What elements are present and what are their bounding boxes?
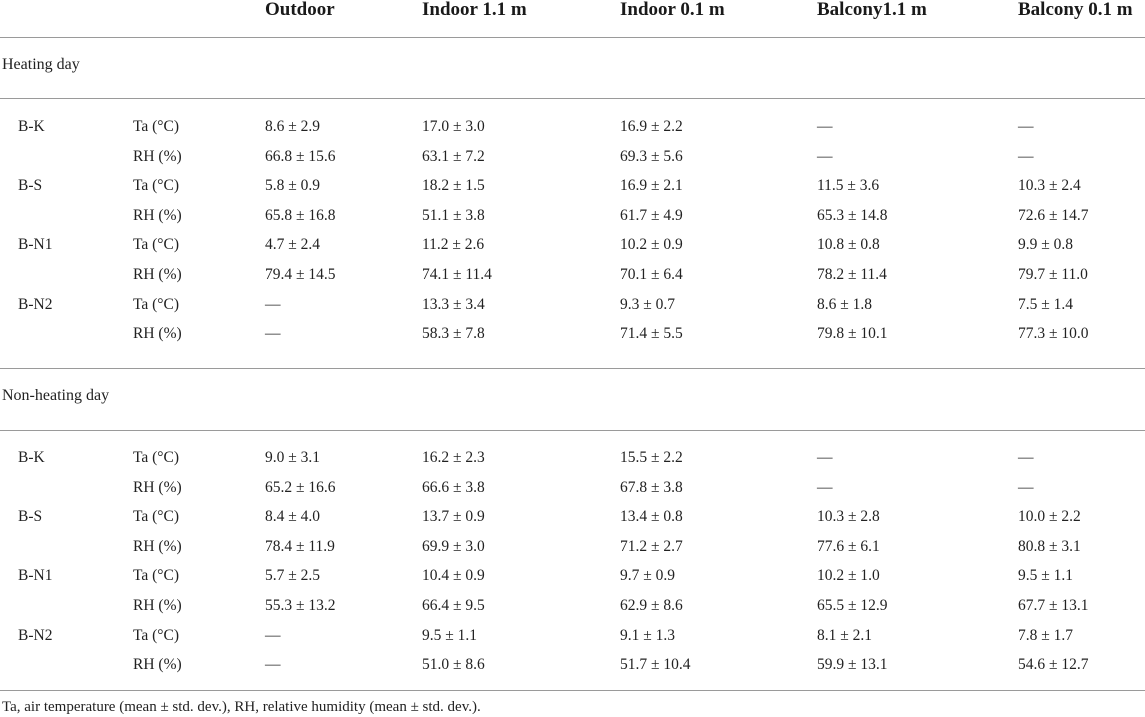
value-cell-indoor-1-1-m: 74.1 ± 11.4 — [422, 266, 492, 283]
value-cell-indoor-0-1-m: 61.7 ± 4.9 — [620, 207, 683, 224]
value-cell-indoor-0-1-m: 16.9 ± 2.2 — [620, 118, 683, 135]
variable-label: RH (%) — [133, 656, 182, 673]
value-cell-balcony1-1-m: — — [817, 449, 833, 466]
column-header-balcony-0-1m: Balcony 0.1 m — [1018, 0, 1133, 20]
header-rule — [0, 37, 1145, 38]
value-cell-balcony-0-1-m: — — [1018, 148, 1034, 165]
column-header-indoor-1-1m: Indoor 1.1 m — [422, 0, 527, 20]
value-cell-outdoor: 65.2 ± 16.6 — [265, 479, 336, 496]
value-cell-indoor-0-1-m: 71.4 ± 5.5 — [620, 325, 683, 342]
value-cell-balcony1-1-m: — — [817, 148, 833, 165]
value-cell-indoor-0-1-m: 16.9 ± 2.1 — [620, 177, 683, 194]
value-cell-outdoor: 4.7 ± 2.4 — [265, 236, 321, 253]
value-cell-indoor-0-1-m: 67.8 ± 3.8 — [620, 479, 683, 496]
value-cell-balcony-0-1-m: 72.6 ± 14.7 — [1018, 207, 1089, 224]
variable-label: RH (%) — [133, 148, 182, 165]
building-label: B-N2 — [18, 296, 53, 313]
variable-label: RH (%) — [133, 266, 182, 283]
value-cell-balcony-0-1-m: 54.6 ± 12.7 — [1018, 656, 1089, 673]
value-cell-balcony-0-1-m: 9.5 ± 1.1 — [1018, 567, 1074, 584]
variable-label: Ta (°C) — [133, 177, 180, 194]
value-cell-outdoor: 9.0 ± 3.1 — [265, 449, 321, 466]
column-header-indoor-0-1m: Indoor 0.1 m — [620, 0, 725, 20]
value-cell-outdoor: 5.8 ± 0.9 — [265, 177, 321, 194]
value-cell-indoor-0-1-m: 9.7 ± 0.9 — [620, 567, 676, 584]
value-cell-indoor-0-1-m: 13.4 ± 0.8 — [620, 508, 683, 525]
value-cell-indoor-1-1-m: 16.2 ± 2.3 — [422, 449, 485, 466]
value-cell-balcony-0-1-m: 10.0 ± 2.2 — [1018, 508, 1081, 525]
variable-label: RH (%) — [133, 325, 182, 342]
variable-label: RH (%) — [133, 479, 182, 496]
variable-label: Ta (°C) — [133, 296, 180, 313]
value-cell-indoor-1-1-m: 58.3 ± 7.8 — [422, 325, 485, 342]
variable-label: Ta (°C) — [133, 508, 180, 525]
value-cell-indoor-1-1-m: 17.0 ± 3.0 — [422, 118, 485, 135]
value-cell-outdoor: 78.4 ± 11.9 — [265, 538, 335, 555]
value-cell-balcony1-1-m: 10.8 ± 0.8 — [817, 236, 880, 253]
value-cell-indoor-1-1-m: 63.1 ± 7.2 — [422, 148, 485, 165]
variable-label: RH (%) — [133, 538, 182, 555]
section-rule-heating — [0, 98, 1145, 99]
value-cell-balcony1-1-m: 8.1 ± 2.1 — [817, 627, 873, 644]
value-cell-balcony-0-1-m: 80.8 ± 3.1 — [1018, 538, 1081, 555]
value-cell-indoor-0-1-m: 9.1 ± 1.3 — [620, 627, 676, 644]
table-bottom-rule — [0, 690, 1145, 691]
value-cell-balcony-0-1-m: 9.9 ± 0.8 — [1018, 236, 1074, 253]
variable-label: Ta (°C) — [133, 236, 180, 253]
value-cell-balcony1-1-m: 10.3 ± 2.8 — [817, 508, 880, 525]
value-cell-outdoor: — — [265, 296, 281, 313]
value-cell-balcony-0-1-m: — — [1018, 118, 1034, 135]
variable-label: Ta (°C) — [133, 567, 180, 584]
column-header-balcony-1-1m: Balcony1.1 m — [817, 0, 927, 20]
value-cell-balcony1-1-m: 59.9 ± 13.1 — [817, 656, 888, 673]
value-cell-indoor-1-1-m: 69.9 ± 3.0 — [422, 538, 485, 555]
building-label: B-N1 — [18, 567, 53, 584]
value-cell-indoor-1-1-m: 18.2 ± 1.5 — [422, 177, 485, 194]
table-footnote: Ta, air temperature (mean ± std. dev.), RH, relative humidity (mean ± std. dev.). — [2, 699, 481, 715]
value-cell-outdoor: — — [265, 627, 281, 644]
building-label: B-S — [18, 508, 43, 525]
value-cell-outdoor: 79.4 ± 14.5 — [265, 266, 336, 283]
value-cell-outdoor: — — [265, 656, 281, 673]
value-cell-indoor-0-1-m: 71.2 ± 2.7 — [620, 538, 683, 555]
variable-label: Ta (°C) — [133, 627, 180, 644]
value-cell-balcony1-1-m: 8.6 ± 1.8 — [817, 296, 873, 313]
value-cell-balcony-0-1-m: 67.7 ± 13.1 — [1018, 597, 1089, 614]
variable-label: RH (%) — [133, 207, 182, 224]
value-cell-balcony1-1-m: — — [817, 479, 833, 496]
value-cell-indoor-1-1-m: 66.4 ± 9.5 — [422, 597, 485, 614]
value-cell-outdoor: 65.8 ± 16.8 — [265, 207, 336, 224]
value-cell-balcony1-1-m: 78.2 ± 11.4 — [817, 266, 887, 283]
value-cell-indoor-1-1-m: 9.5 ± 1.1 — [422, 627, 478, 644]
value-cell-indoor-1-1-m: 51.1 ± 3.8 — [422, 207, 485, 224]
value-cell-indoor-1-1-m: 11.2 ± 2.6 — [422, 236, 485, 253]
value-cell-balcony1-1-m: 79.8 ± 10.1 — [817, 325, 888, 342]
value-cell-balcony-0-1-m: — — [1018, 479, 1034, 496]
value-cell-balcony1-1-m: — — [817, 118, 833, 135]
value-cell-outdoor: — — [265, 325, 281, 342]
variable-label: Ta (°C) — [133, 118, 180, 135]
value-cell-balcony-0-1-m: 79.7 ± 11.0 — [1018, 266, 1088, 283]
value-cell-outdoor: 66.8 ± 15.6 — [265, 148, 336, 165]
building-label: B-N2 — [18, 627, 53, 644]
variable-label: RH (%) — [133, 597, 182, 614]
value-cell-indoor-1-1-m: 13.7 ± 0.9 — [422, 508, 485, 525]
section-title-heating: Heating day — [2, 56, 80, 73]
value-cell-balcony-0-1-m: 7.5 ± 1.4 — [1018, 296, 1074, 313]
value-cell-balcony-0-1-m: 77.3 ± 10.0 — [1018, 325, 1089, 342]
variable-label: Ta (°C) — [133, 449, 180, 466]
value-cell-outdoor: 5.7 ± 2.5 — [265, 567, 321, 584]
value-cell-balcony-0-1-m: 7.8 ± 1.7 — [1018, 627, 1074, 644]
value-cell-balcony1-1-m: 77.6 ± 6.1 — [817, 538, 880, 555]
value-cell-balcony-0-1-m: 10.3 ± 2.4 — [1018, 177, 1081, 194]
value-cell-balcony1-1-m: 65.5 ± 12.9 — [817, 597, 888, 614]
building-label: B-K — [18, 118, 45, 135]
building-label: B-N1 — [18, 236, 53, 253]
value-cell-outdoor: 8.6 ± 2.9 — [265, 118, 321, 135]
value-cell-indoor-0-1-m: 10.2 ± 0.9 — [620, 236, 683, 253]
column-header-outdoor: Outdoor — [265, 0, 335, 20]
section-divider-rule — [0, 368, 1145, 369]
value-cell-indoor-1-1-m: 66.6 ± 3.8 — [422, 479, 485, 496]
value-cell-indoor-0-1-m: 9.3 ± 0.7 — [620, 296, 676, 313]
value-cell-indoor-0-1-m: 62.9 ± 8.6 — [620, 597, 683, 614]
value-cell-balcony1-1-m: 10.2 ± 1.0 — [817, 567, 880, 584]
value-cell-indoor-1-1-m: 10.4 ± 0.9 — [422, 567, 485, 584]
value-cell-indoor-1-1-m: 51.0 ± 8.6 — [422, 656, 485, 673]
value-cell-indoor-0-1-m: 70.1 ± 6.4 — [620, 266, 683, 283]
value-cell-balcony1-1-m: 11.5 ± 3.6 — [817, 177, 880, 194]
value-cell-indoor-0-1-m: 15.5 ± 2.2 — [620, 449, 683, 466]
value-cell-indoor-0-1-m: 69.3 ± 5.6 — [620, 148, 683, 165]
section-rule-non-heating — [0, 430, 1145, 431]
value-cell-outdoor: 8.4 ± 4.0 — [265, 508, 321, 525]
value-cell-indoor-1-1-m: 13.3 ± 3.4 — [422, 296, 485, 313]
value-cell-balcony-0-1-m: — — [1018, 449, 1034, 466]
value-cell-outdoor: 55.3 ± 13.2 — [265, 597, 336, 614]
building-label: B-S — [18, 177, 43, 194]
value-cell-balcony1-1-m: 65.3 ± 14.8 — [817, 207, 888, 224]
building-label: B-K — [18, 449, 45, 466]
section-title-non-heating: Non-heating day — [2, 387, 110, 404]
value-cell-indoor-0-1-m: 51.7 ± 10.4 — [620, 656, 691, 673]
